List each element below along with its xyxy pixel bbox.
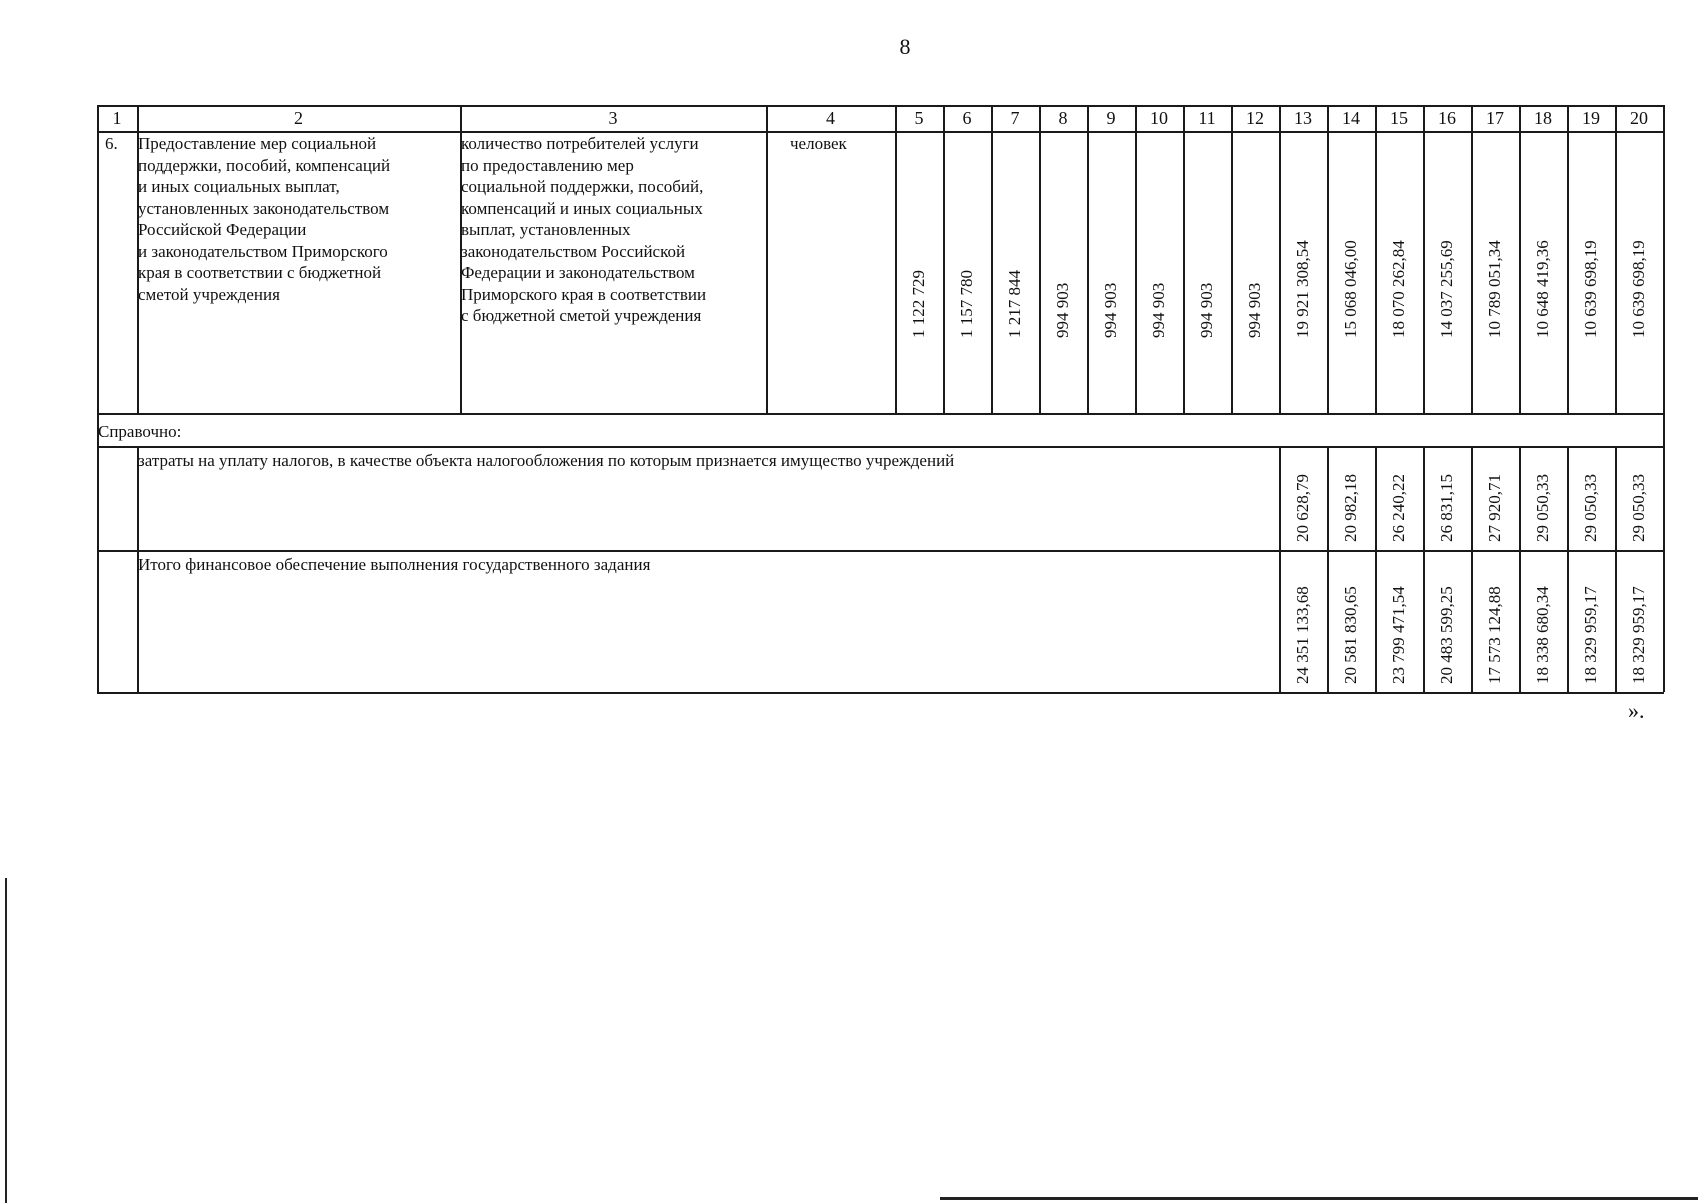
- indicator-name-line: Федерации и законодательством: [461, 263, 695, 282]
- total-label: Итого финансовое обеспечение выполнения государственного задания: [138, 555, 651, 574]
- service-name-line: и законодательством Приморского: [138, 241, 388, 261]
- total-value: 18 329 959,17: [1581, 586, 1600, 684]
- row6-bottom-rule: [97, 413, 1664, 415]
- column-header-1: 1: [112, 108, 122, 128]
- column-rule-12: [1231, 105, 1233, 413]
- indicator-name-line: законодательством Российской: [461, 241, 686, 261]
- total-value: 24 351 133,68: [1293, 586, 1312, 684]
- row6-number: 6.: [105, 134, 118, 153]
- taxes-label: затраты на уплату налогов, в качестве объекта налогообложения по которым признается имущество учреждений: [138, 451, 955, 470]
- column-rule-19: [1567, 105, 1569, 413]
- tax-value: 29 050,33: [1581, 474, 1600, 542]
- unit-of-measure: человек: [790, 134, 847, 153]
- column-rule-17: [1471, 105, 1473, 413]
- column-header-16: 16: [1438, 108, 1456, 128]
- column-header-4: 4: [826, 108, 835, 128]
- column-rule-13: [1279, 105, 1281, 413]
- lower-column-rule-9: [1615, 446, 1617, 692]
- finance-value: 10 789 051,34: [1485, 240, 1504, 338]
- column-header-20: 20: [1630, 108, 1648, 128]
- service-name-line: сметой учреждения: [138, 284, 280, 304]
- indicator-name-line: Приморского края в соответствии: [461, 284, 707, 304]
- column-header-17: 17: [1486, 108, 1504, 128]
- lower-column-rule-7: [1519, 446, 1521, 692]
- lower-column-rule-2: [1279, 446, 1281, 692]
- column-rule-16: [1423, 105, 1425, 413]
- tax-value: 29 050,33: [1629, 474, 1648, 542]
- service-name-line: поддержки, пособий, компенсаций: [138, 155, 391, 175]
- total-value: 18 329 959,17: [1629, 586, 1648, 684]
- tax-value: 27 920,71: [1485, 474, 1504, 542]
- service-name-line: установленных законодательством: [138, 198, 390, 218]
- closing-quote: ».: [1628, 698, 1645, 723]
- page-number: 8: [899, 34, 911, 59]
- column-header-19: 19: [1582, 108, 1600, 128]
- column-header-2: 2: [294, 108, 303, 128]
- column-header-18: 18: [1534, 108, 1552, 128]
- lower-column-rule-8: [1567, 446, 1569, 692]
- finance-value: 18 070 262,84: [1389, 240, 1408, 338]
- column-rule-1: [97, 105, 99, 413]
- volume-value: 994 903: [1245, 282, 1264, 338]
- column-header-15: 15: [1390, 108, 1408, 128]
- volume-value: 994 903: [1053, 282, 1072, 338]
- taxes-bottom-rule: [97, 550, 1664, 552]
- indicator-name-line: по предоставлению мер: [461, 155, 634, 175]
- right-outer-rule: [1663, 413, 1665, 692]
- column-header-8: 8: [1058, 108, 1068, 128]
- reference-label: Справочно:: [98, 422, 182, 441]
- column-header-11: 11: [1198, 108, 1216, 128]
- volume-value: 994 903: [1197, 282, 1216, 338]
- column-rule-8: [1039, 105, 1041, 413]
- indicator-name-line: социальной поддержки, пособий,: [461, 177, 704, 196]
- column-rule-14: [1327, 105, 1329, 413]
- service-name-line: и иных социальных выплат,: [138, 177, 340, 196]
- finance-value: 19 921 308,54: [1293, 240, 1312, 338]
- left-outer-rule: [97, 413, 99, 692]
- volume-value: 994 903: [1149, 282, 1168, 338]
- finance-value: 14 037 255,69: [1437, 240, 1456, 338]
- column-rule-4: [766, 105, 768, 413]
- indicator-name-line: с бюджетной сметой учреждения: [461, 306, 702, 325]
- column-rule-11: [1183, 105, 1185, 413]
- service-name-line: Предоставление мер социальной: [138, 134, 377, 153]
- service-name-line: края в соответствии с бюджетной: [138, 263, 382, 282]
- lower-column-rule-3: [1327, 446, 1329, 692]
- column-rule-7: [991, 105, 993, 413]
- service-name-line: Российской Федерации: [138, 220, 307, 239]
- volume-value: 1 157 780: [957, 270, 976, 338]
- volume-value: 1 217 844: [1005, 270, 1024, 338]
- column-header-3: 3: [608, 108, 618, 128]
- lower-column-rule-6: [1471, 446, 1473, 692]
- column-rule-6: [943, 105, 945, 413]
- column-header-6: 6: [962, 108, 972, 128]
- column-header-14: 14: [1342, 108, 1360, 128]
- scan-margin-mark: [5, 878, 7, 1203]
- finance-value: 10 639 698,19: [1581, 240, 1600, 338]
- total-value: 17 573 124,88: [1485, 586, 1504, 684]
- total-value: 18 338 680,34: [1533, 586, 1552, 684]
- column-rule-20: [1615, 105, 1617, 413]
- total-value: 23 799 471,54: [1389, 586, 1408, 684]
- table-top-rule: [97, 105, 1664, 107]
- total-value: 20 483 599,25: [1437, 586, 1456, 684]
- column-header-13: 13: [1294, 108, 1312, 128]
- lower-column-rule-5: [1423, 446, 1425, 692]
- total-bottom-rule: [97, 692, 1664, 694]
- tax-value: 20 628,79: [1293, 474, 1312, 542]
- column-rule-9: [1087, 105, 1089, 413]
- column-rule-18: [1519, 105, 1521, 413]
- column-rule-15: [1375, 105, 1377, 413]
- finance-value: 10 639 698,19: [1629, 240, 1648, 338]
- tax-value: 26 240,22: [1389, 474, 1408, 542]
- tax-value: 29 050,33: [1533, 474, 1552, 542]
- column-header-7: 7: [1010, 108, 1020, 128]
- column-header-12: 12: [1246, 108, 1264, 128]
- column-header-10: 10: [1150, 108, 1168, 128]
- tax-value: 26 831,15: [1437, 474, 1456, 542]
- volume-value: 1 122 729: [909, 270, 928, 338]
- column-rule-5: [895, 105, 897, 413]
- tax-value: 20 982,18: [1341, 474, 1360, 542]
- column-rule-21: [1663, 105, 1665, 413]
- column-header-5: 5: [914, 108, 924, 128]
- column-header-9: 9: [1106, 108, 1116, 128]
- column-rule-10: [1135, 105, 1137, 413]
- lower-column-rule-4: [1375, 446, 1377, 692]
- total-value: 20 581 830,65: [1341, 586, 1360, 684]
- indicator-name-line: компенсаций и иных социальных: [461, 198, 703, 218]
- reference-bottom-rule: [97, 446, 1664, 448]
- indicator-name-line: выплат, установленных: [461, 220, 631, 239]
- volume-value: 994 903: [1101, 282, 1120, 338]
- finance-value: 15 068 046,00: [1341, 240, 1360, 338]
- indicator-name-line: количество потребителей услуги: [461, 134, 699, 153]
- finance-value: 10 648 419,36: [1533, 240, 1552, 338]
